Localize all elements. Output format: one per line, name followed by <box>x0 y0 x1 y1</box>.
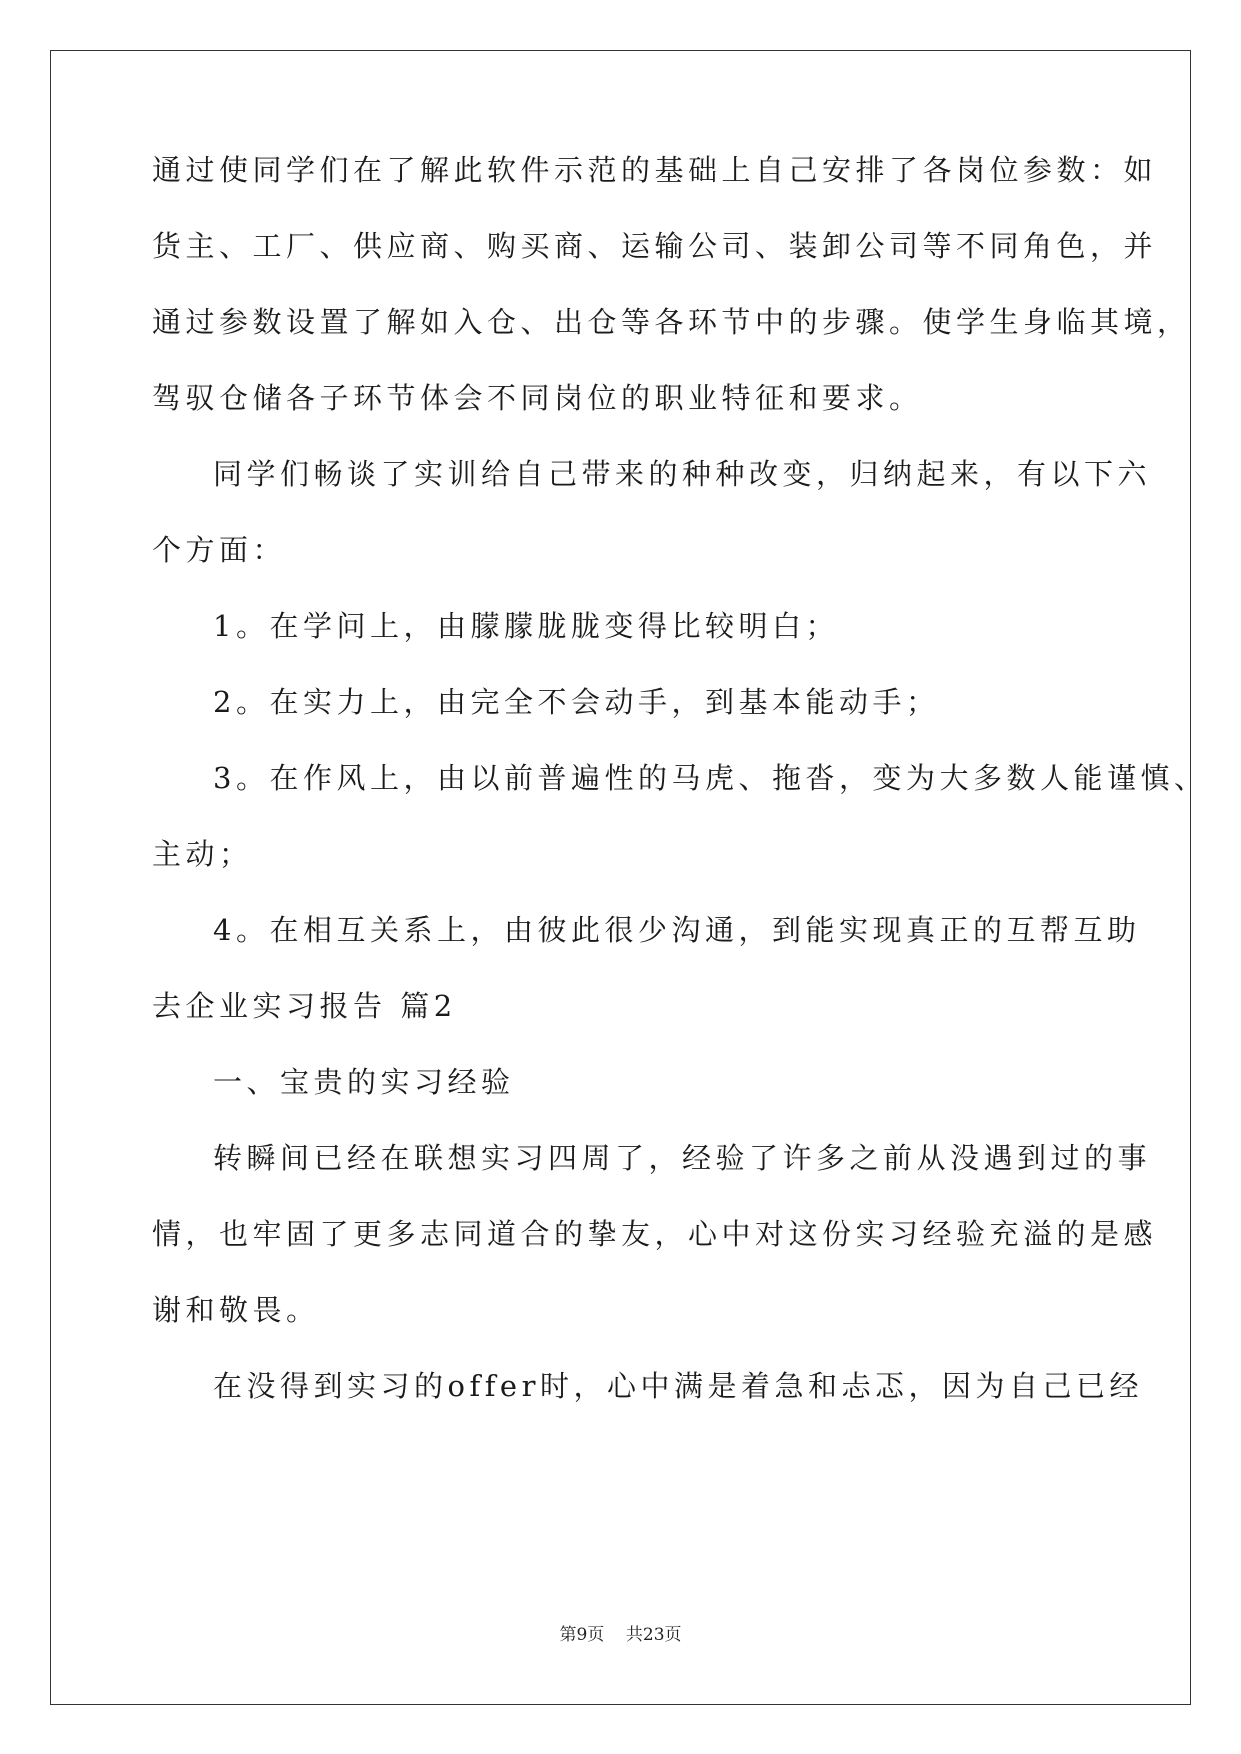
paragraph-line: 主动； <box>152 837 253 871</box>
paragraph-line: 货主、工厂、供应商、购买商、运输公司、装卸公司等不同角色，并 <box>152 229 1158 263</box>
section-title: 去企业实习报告 篇2 <box>152 989 457 1023</box>
page-number: 第9页 <box>559 1625 605 1645</box>
paragraph-line: 在没得到实习的offer时，心中满是着急和忐忑，因为自己已经 <box>213 1369 1143 1403</box>
paragraph-line: 个方面： <box>152 533 287 567</box>
paragraph-line: 情，也牢固了更多志同道合的挚友，心中对这份实习经验充溢的是感 <box>152 1217 1158 1251</box>
list-item: 3。在作风上，由以前普遍性的马虎、拖沓，变为大多数人能谨慎、 <box>213 761 1208 795</box>
list-item: 2。在实力上，由完全不会动手，到基本能动手； <box>213 685 940 719</box>
page-border <box>50 50 1191 1705</box>
list-item: 4。在相互关系上，由彼此很少沟通，到能实现真正的互帮互助 <box>213 913 1141 947</box>
paragraph-line: 通过使同学们在了解此软件示范的基础上自己安排了各岗位参数：如 <box>152 153 1158 187</box>
list-item: 1。在学问上，由朦朦胧胧变得比较明白； <box>213 609 839 643</box>
page-footer <box>0 1620 1241 1645</box>
paragraph-line: 转瞬间已经在联想实习四周了，经验了许多之前从没遇到过的事 <box>213 1141 1152 1175</box>
paragraph-line: 谢和敬畏。 <box>152 1293 320 1327</box>
paragraph-line: 同学们畅谈了实训给自己带来的种种改变，归纳起来，有以下六 <box>213 457 1152 491</box>
section-heading: 一、宝贵的实习经验 <box>213 1065 515 1099</box>
paragraph-line: 驾驭仓储各子环节体会不同岗位的职业特征和要求。 <box>152 381 923 415</box>
paragraph-line: 通过参数设置了解如入仓、出仓等各环节中的步骤。使学生身临其境， <box>152 305 1191 339</box>
page-total: 共23页 <box>625 1625 682 1645</box>
